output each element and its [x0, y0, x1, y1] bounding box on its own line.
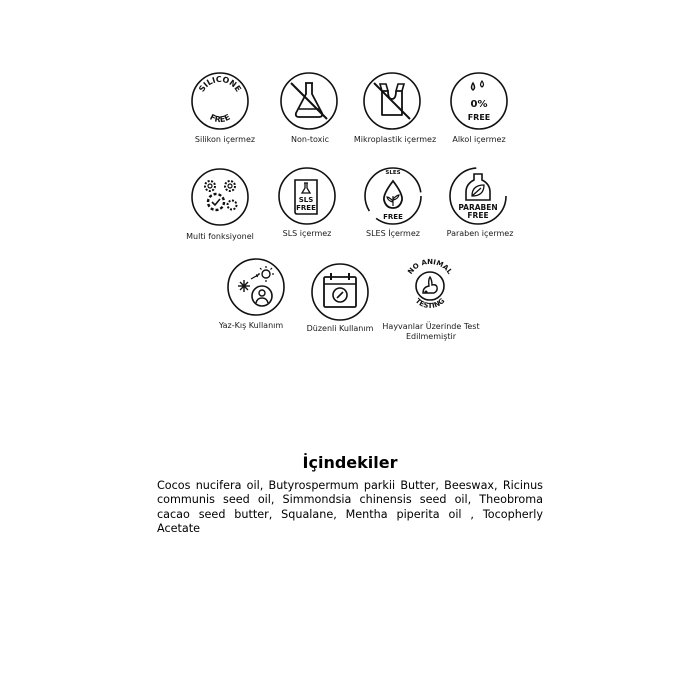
sles-free-drop-icon	[363, 166, 423, 226]
svg-text:FREE: FREE	[467, 211, 489, 220]
paraben-free-leaf-icon	[448, 166, 508, 226]
badge-label: Silikon içermez	[194, 135, 256, 144]
badge-label: Non-toxic	[291, 135, 329, 144]
ingredients-title: İçindekiler	[302, 453, 398, 472]
svg-text:FREE: FREE	[383, 213, 403, 221]
svg-text:SLES: SLES	[385, 170, 401, 176]
badge-label: Multi fonksiyonel	[186, 232, 254, 241]
badge-label: Paraben içermez	[446, 229, 514, 238]
svg-text:PARABEN: PARABEN	[458, 203, 498, 212]
non-toxic-flask-icon	[279, 71, 339, 131]
no-microplastic-bag-icon	[362, 71, 422, 131]
svg-text:SILICONE: SILICONE	[197, 74, 243, 94]
summer-winter-use-icon	[226, 257, 286, 317]
svg-text:TESTING: TESTING	[413, 296, 447, 311]
silicone-free-icon	[190, 71, 250, 131]
badge-label: Alkol içermez	[452, 135, 506, 144]
svg-text:0%: 0%	[470, 99, 488, 110]
svg-text:FREE: FREE	[467, 113, 491, 122]
ingredients-text: Cocos nucifera oil, Butyrospermum parkii Butter, Beeswax, Ricinus communis seed oil, Simmondsia chinensis seed oil, Theobroma cacao seed butter, Squalane, Mentha piperita oil , Tocopherly Acetate	[157, 479, 543, 536]
sls-free-icon	[277, 166, 337, 226]
svg-text:SLS: SLS	[298, 196, 314, 204]
badge-label: SLS içermez	[282, 229, 332, 238]
badge-label: Düzenli Kullanım	[306, 324, 374, 333]
badge-label: Hayvanlar Üzerinde Test Edilmemiştir	[382, 322, 480, 341]
alcohol-free-icon	[449, 71, 509, 131]
no-animal-testing-rabbit-icon	[400, 256, 460, 316]
multi-function-gears-icon	[190, 167, 250, 227]
badge-label: SLES İçermez	[366, 229, 420, 238]
svg-text:NO ANIMAL: NO ANIMAL	[406, 257, 454, 276]
svg-text:FREE: FREE	[296, 204, 316, 212]
badge-label: Mikroplastik içermez	[353, 135, 437, 144]
badge-label: Yaz-Kış Kullanım	[218, 321, 284, 330]
svg-text:FREE: FREE	[208, 112, 232, 125]
regular-use-calendar-icon	[310, 262, 370, 322]
